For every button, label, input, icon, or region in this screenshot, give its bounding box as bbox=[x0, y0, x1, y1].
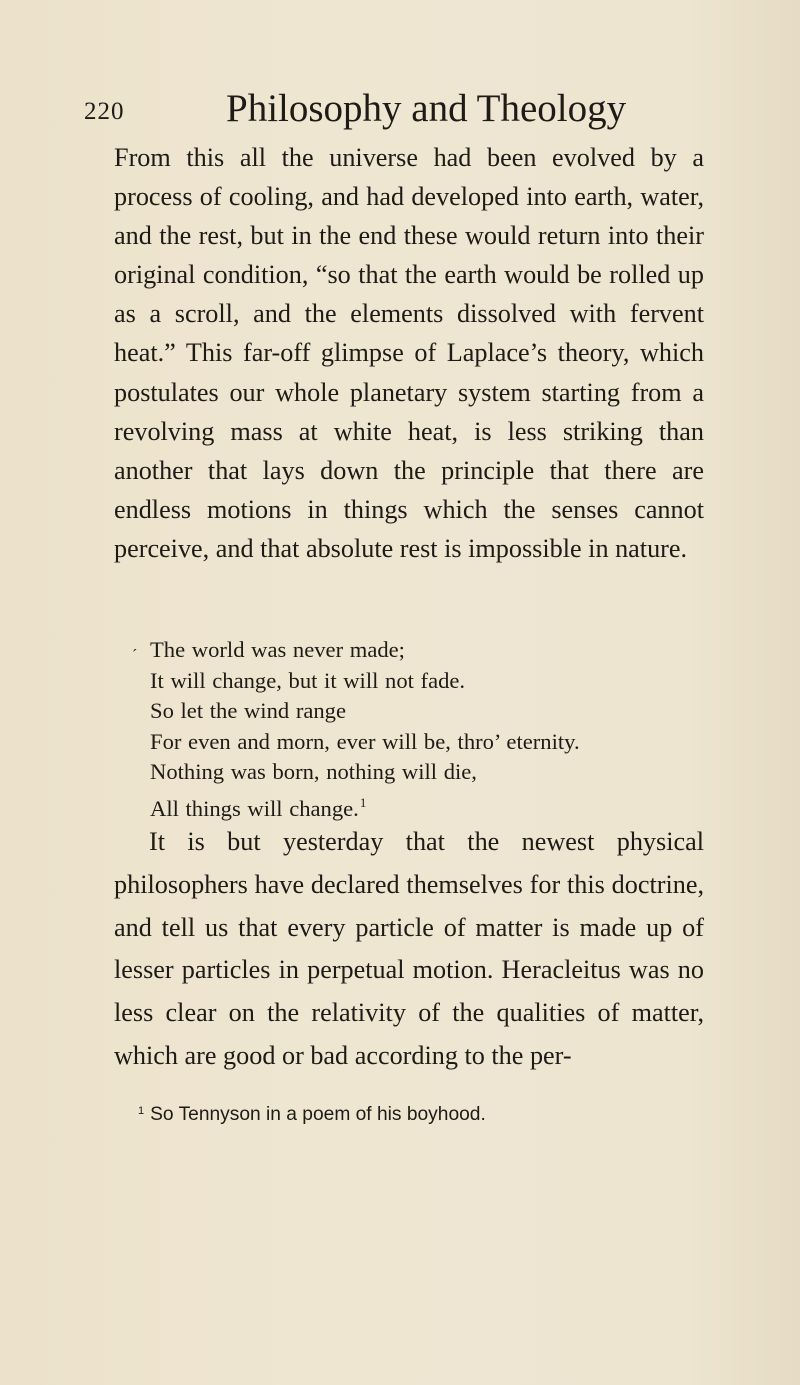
verse-line-3: So let the wind range bbox=[150, 698, 347, 723]
footnote-text: So Tennyson in a poem of his boyhood. bbox=[150, 1104, 486, 1125]
verse-line-4: For even and morn, ever will be, thro’ eternity. bbox=[150, 728, 580, 754]
page-header bbox=[84, 82, 724, 142]
verse-line-6 bbox=[150, 788, 580, 825]
paragraph-1: From this all the universe had been evolved by a process of cooling, and had developed into earth, water, and the rest, but in the end these would return into their original condition, “so that the earth would be rolled up as a scroll, and the elements dissolved with fervent heat.” This far-off glimpse of Laplace’s theory, which postulates our whole planetary system starting from a revolving mass at white heat, is less striking than another that lays down the principle that there are endless motions in things which the senses cannot perceive, and that absolute rest is impossible in nature. bbox=[114, 143, 704, 563]
verse-line-6-text: All things will change. bbox=[150, 795, 359, 821]
footnote-reference: 1 bbox=[359, 794, 367, 810]
verse-line-5: Nothing was born, nothing will die, bbox=[150, 759, 477, 784]
footnote-marker: 1 bbox=[138, 1105, 145, 1117]
page-number: 220 bbox=[84, 98, 125, 125]
main-text bbox=[114, 138, 704, 568]
main-text-continued bbox=[114, 821, 704, 1078]
running-head: Philosophy and Theology bbox=[226, 87, 627, 130]
footnote bbox=[138, 1104, 486, 1126]
verse-quotation bbox=[132, 635, 580, 824]
paragraph-2: It is but yesterday that the newest physical philosophers have declared themselves for this doctrine, and tell us that every particle of matter is made up of lesser particles in perpetual motion. Heracleitus was no less clear on the relativity of the qualities of matter, which are good or bad according to the per- bbox=[114, 827, 704, 1070]
printer-mark: ˊ bbox=[132, 647, 138, 664]
verse-line-2: It will change, but it will not fade. bbox=[150, 667, 466, 693]
verse-line-1: The world was never made; bbox=[150, 637, 405, 662]
